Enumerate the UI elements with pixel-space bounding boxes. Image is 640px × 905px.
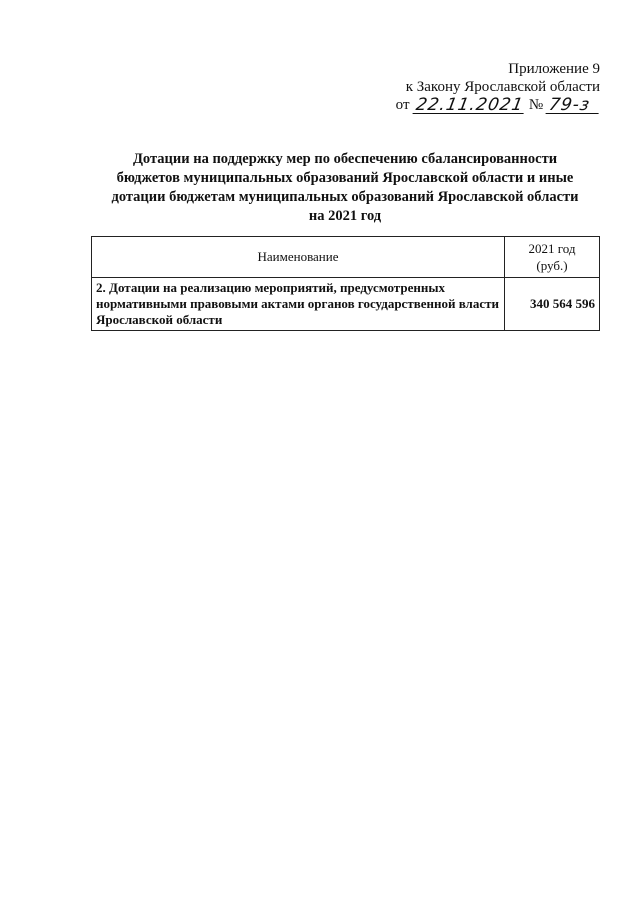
subsidies-table [91,236,600,331]
column-header-year [505,237,600,278]
from-label: от [395,97,410,113]
appendix-date-number-line [396,96,600,114]
table-row [92,278,600,331]
title-line: дотации бюджетам муниципальных образований Ярославской области [111,189,579,205]
title-line: на 2021 год [308,208,382,224]
column-header-name: Наименование [92,237,505,278]
document-title [90,150,600,226]
handwritten-date: 22.11.2021 [413,95,525,115]
year-header-line: 2021 год [528,241,576,256]
row-name-cell: 2. Дотации на реализацию мероприятий, предусмотренных нормативными правовыми актами органов государственной власти Ярославской области [92,278,505,331]
title-line: бюджетов муниципальных образований Ярославской области и иные [116,170,574,186]
appendix-law-reference: к Закону Ярославской области [405,79,600,95]
handwritten-number: 79-з [546,97,602,114]
appendix-number: Приложение 9 [508,61,600,77]
unit-header-line: (руб.) [536,258,568,273]
number-label: № [528,97,544,113]
title-line: Дотации на поддержку мер по обеспечению сбалансированности [132,151,558,167]
row-value-cell: 340 564 596 [505,278,600,331]
appendix-block [396,60,600,114]
table-header-row [92,237,600,278]
